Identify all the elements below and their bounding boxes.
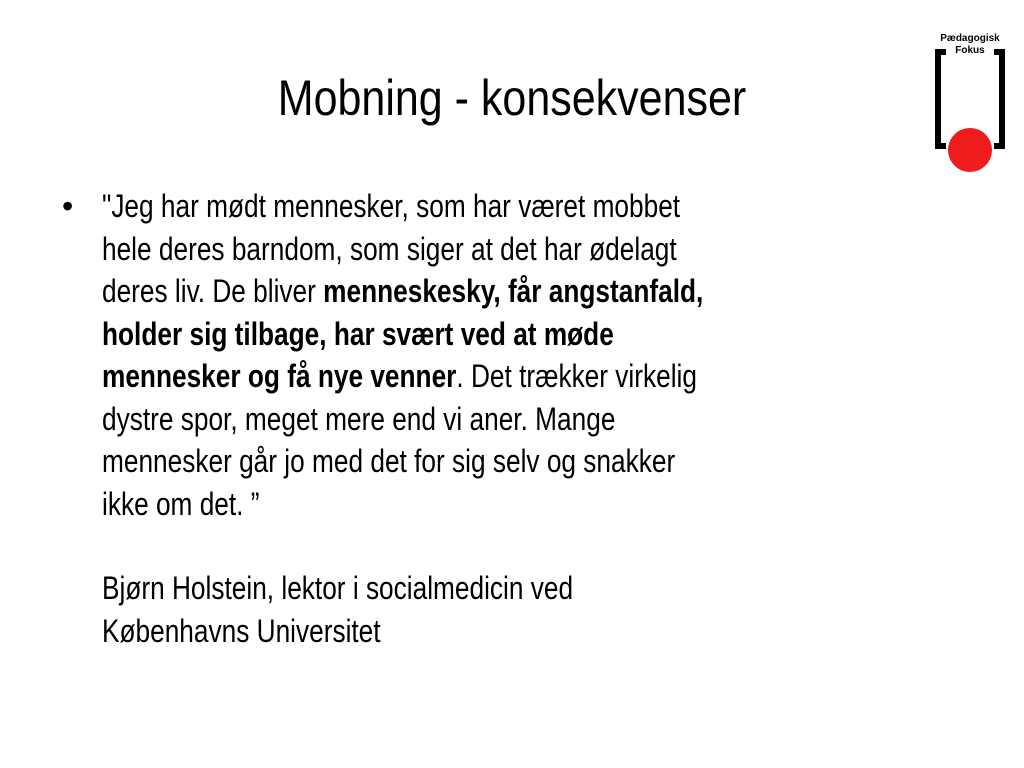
- quote-line-4: [102, 313, 934, 356]
- quote-line-4-bold: holder sig tilbage, har svært ved at møde: [102, 315, 614, 352]
- quote-line-7: mennesker går jo med det for sig selv og snakker: [102, 443, 676, 479]
- logo-line-2: Fokus: [955, 45, 985, 56]
- paedagogisk-fokus-logo: [928, 30, 1012, 174]
- quote-line-5: [102, 355, 934, 398]
- slide-title: Mobning - konsekvenser: [277, 70, 747, 126]
- quote-line-3-plain: deres liv. De bliver: [102, 273, 324, 309]
- logo-line-1: Pædagogisk: [940, 33, 1000, 44]
- attribution-text: [102, 567, 934, 652]
- bullet-icon: •: [62, 188, 74, 224]
- quote-line-5-plain: . Det trækker virkelig: [456, 358, 697, 394]
- slide-body: [62, 185, 962, 652]
- quote-line-5-bold: mennesker og få nye venner: [102, 358, 457, 394]
- quote-line-8: ikke om det. ”: [102, 485, 260, 522]
- quote-line-6: dystre spor, meget mere end vi aner. Mange: [102, 400, 616, 437]
- attribution-line-1: Bjørn Holstein, lektor i socialmedicin ved: [102, 570, 574, 606]
- quote-line-2: hele deres barndom, som siger at det har ødelagt: [102, 230, 677, 267]
- logo-red-dot-icon: [948, 128, 992, 172]
- quote-line-3-bold: menneskesky, får angstanfald,: [323, 273, 704, 309]
- quote-line-3: [102, 270, 934, 313]
- attribution-line-2: Københavns Universitet: [102, 612, 381, 649]
- logo-text: [928, 33, 1012, 57]
- quote-text: [102, 185, 934, 525]
- quote-line-1: "Jeg har mødt mennesker, som har været mobbet: [102, 188, 681, 224]
- bullet-item: [62, 185, 962, 652]
